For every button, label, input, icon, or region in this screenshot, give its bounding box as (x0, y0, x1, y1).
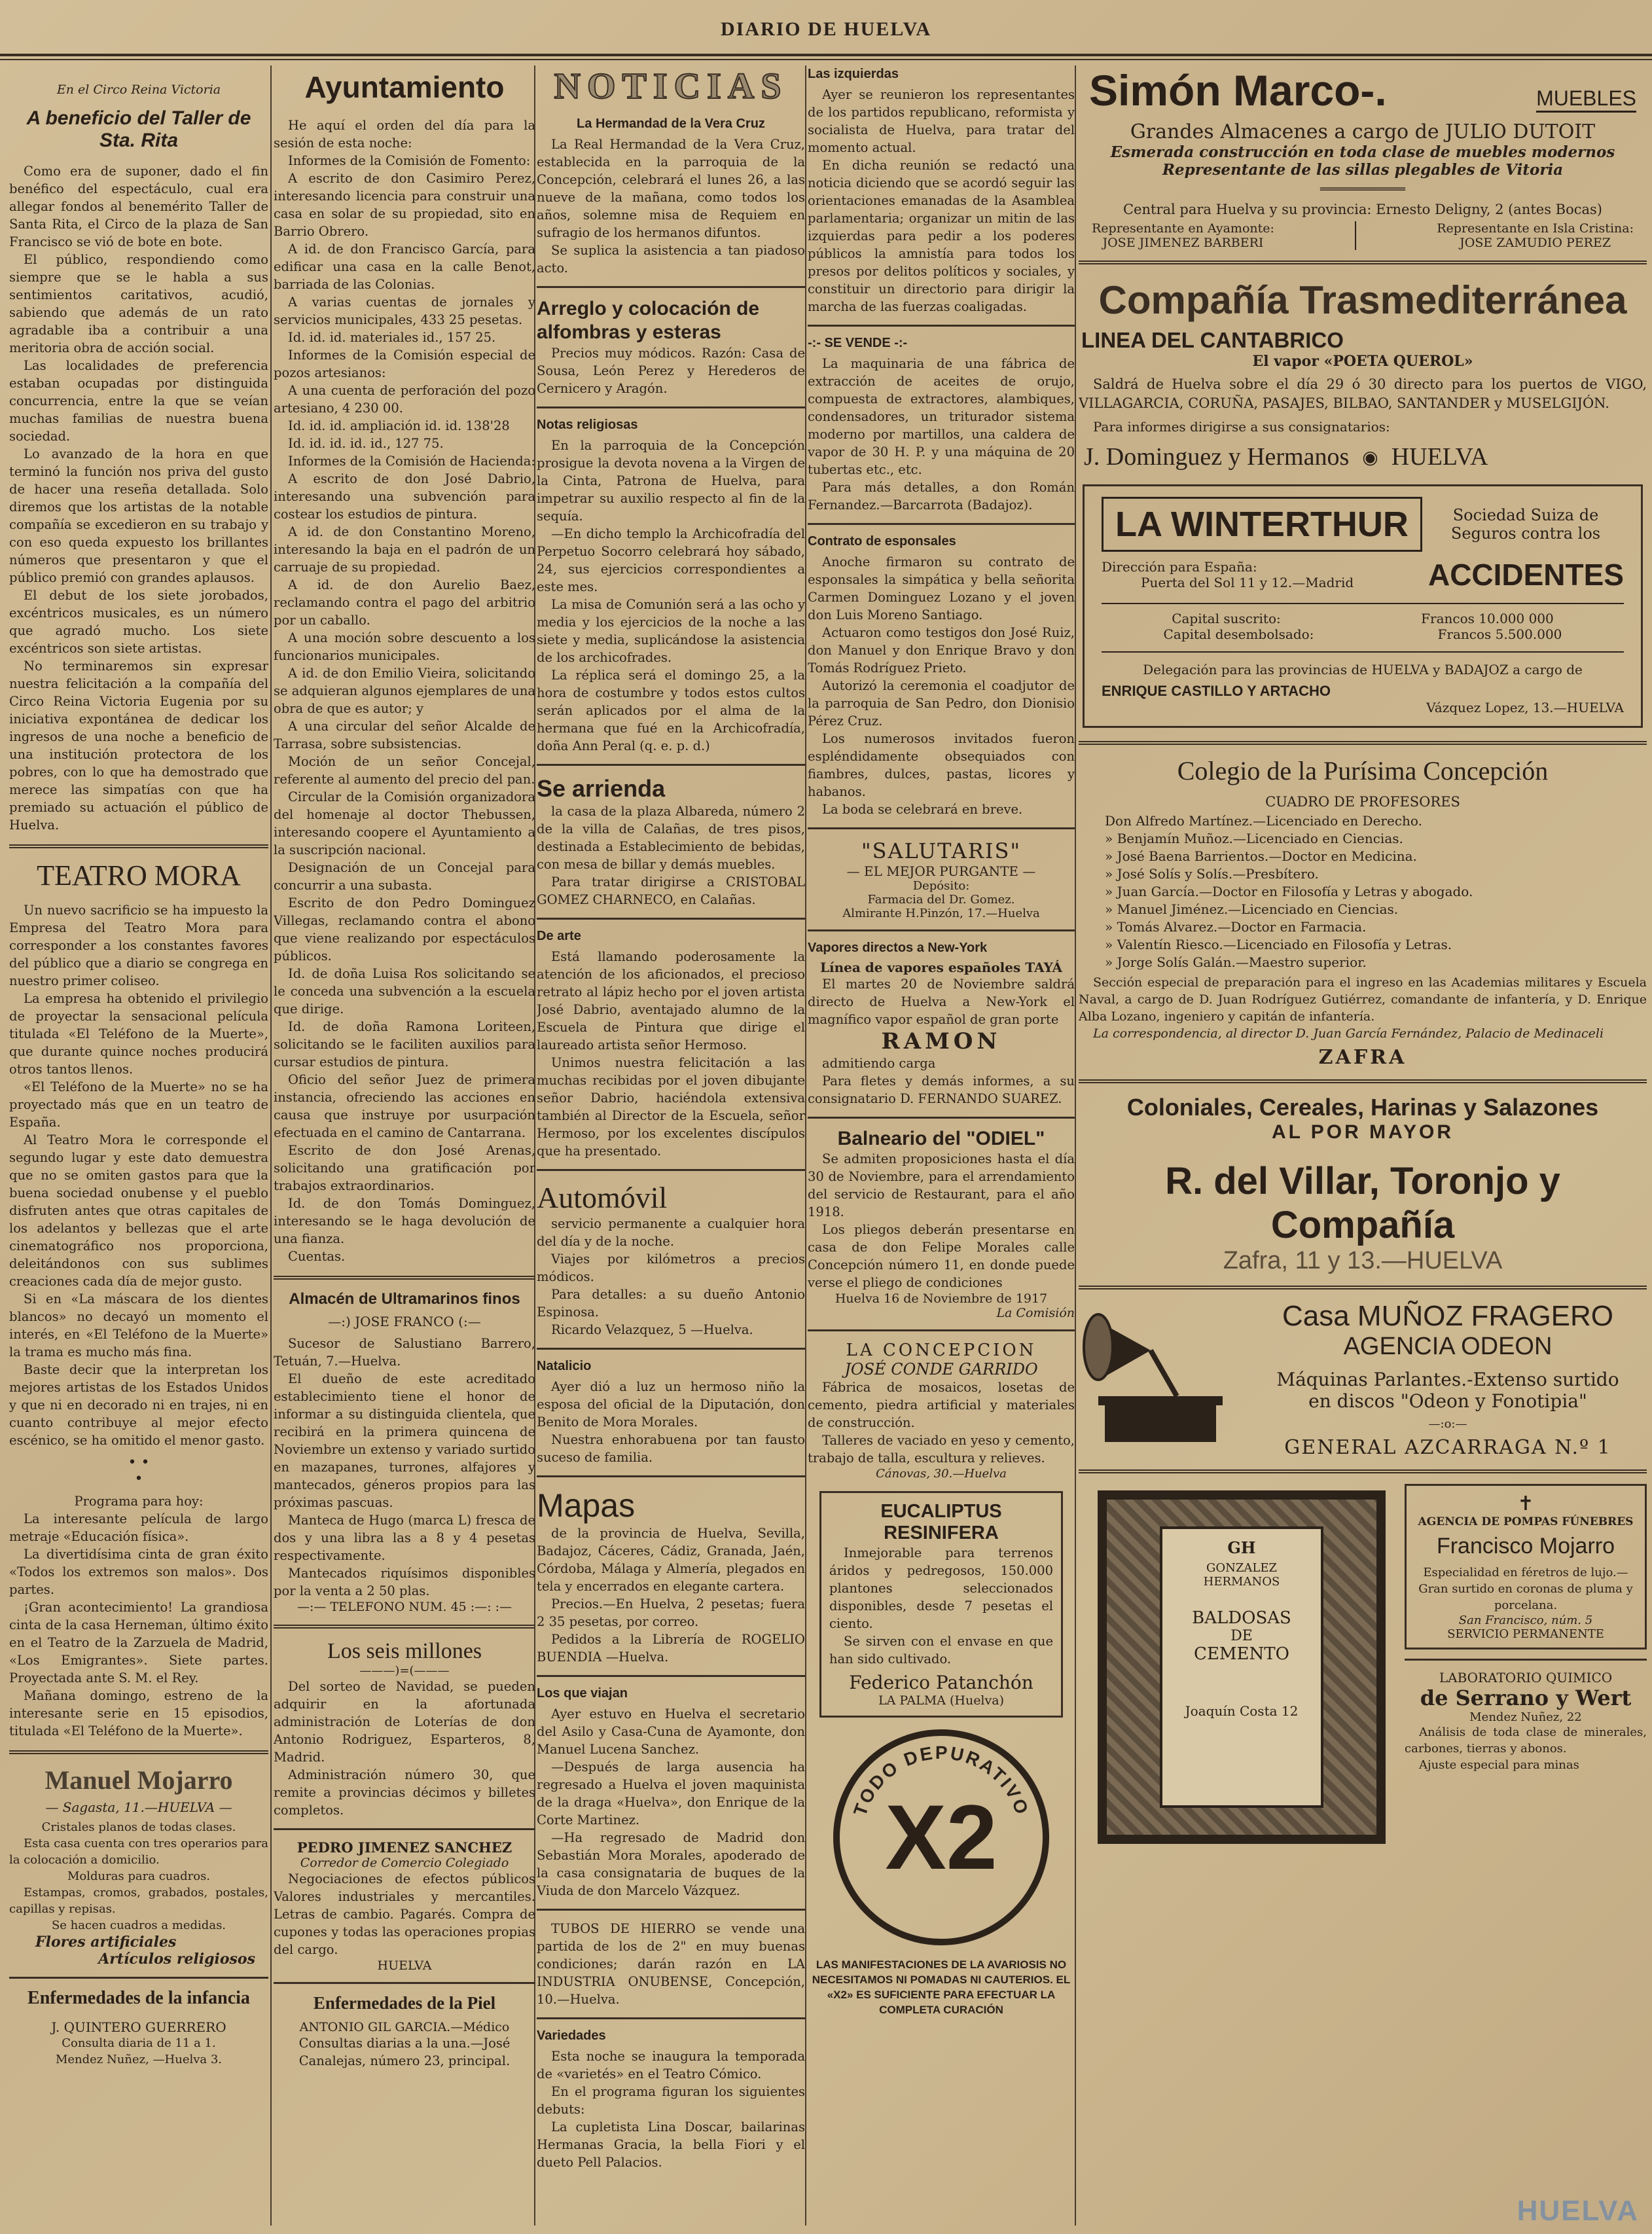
paragraph: Se suplica la asistencia a tan piadoso acto. (537, 243, 805, 276)
paragraph: Mantecados riquísimos disponibles por la venta a 2 50 plas. (274, 1566, 535, 1598)
professor-item: Don Alfredo Martínez.—Licenciado en Derecho. (1105, 813, 1422, 829)
divider (1405, 1659, 1647, 1661)
divider (274, 1828, 535, 1830)
paragraph: Oficio del señor Juez de primera instancia, ofreciendo las acciones en causa que instruye por usurpación efectuada en el camino de Cantarrana. (274, 1072, 535, 1140)
funebre-addr: San Francisco, núm. 5 (1458, 1613, 1593, 1627)
villar-l1: Coloniales, Cereales, Harinas y Salazones (1126, 1094, 1599, 1121)
odiel-sign: La Comisión (996, 1306, 1075, 1320)
divider (1102, 651, 1624, 653)
paragraph: Para más detalles, a don Román Fernandez.—Barcarrota (Badajoz). (808, 480, 1075, 513)
paragraph: A id. de don Francisco García, para edificar una casa en la calle Benot, barriada de las Colonias. (274, 242, 535, 292)
noticias-title: NOTICIAS (554, 66, 788, 107)
baldosa-brand: GONZALEZ HERMANOS (1203, 1561, 1280, 1589)
text: Consulta diaria de 11 a 1. (62, 2036, 216, 2050)
text: Molduras para cuadros. (67, 1869, 211, 1883)
paragraph: Id. id. id. ampliación id. id. 138'28 (288, 418, 510, 433)
cap1-value: Francos 10.000 000 (1421, 611, 1554, 626)
salutaris-title: "SALUTARIS" (861, 838, 1022, 863)
capital-row (1102, 626, 1624, 642)
vapores-title: Vapores directos a New-York (808, 941, 988, 955)
colegio-profs (1079, 812, 1647, 971)
piel-doctor: ANTONIO GIL GARCIA.—Médico (299, 2020, 510, 2034)
professor-item: » José Baena Barrientos.—Doctor en Medicina. (1105, 848, 1417, 864)
rep-divider (1355, 221, 1356, 250)
svg-text:TODO DEPURATIVO (850, 1742, 1033, 1818)
paragraph: La interesante película de largo metraje «Educación física». (9, 1511, 268, 1544)
paragraph: «El Teléfono de la Muerte» no se ha proyectado más que en un teatro de España. (9, 1079, 268, 1130)
paragraph: Análisis de toda clase de minerales, carbones, tierras y abonos. (1405, 1725, 1647, 1756)
ornament: GH (1227, 1538, 1256, 1557)
ornament: • • • (128, 1454, 150, 1487)
funebre-ad (1405, 1484, 1647, 1649)
ornament: ———)=(——— (359, 1664, 450, 1678)
paragraph: La cupletista Lina Doscar, bailarinas Hermanas Gracia, la bella Fiori y el dueto Pell Palacios. (537, 2119, 805, 2170)
column-divider (805, 65, 806, 2225)
paragraph: A una moción sobre descuento a los funcionarios municipales. (274, 630, 535, 663)
paragraph: de la provincia de Huelva, Sevilla, Badajoz, Cáceres, Cádiz, Granada, Jaén, Córdoba, Málaga y Almería, plegados en tela y encerrados en elegante cartera. (537, 1526, 805, 1594)
capital-row (1102, 611, 1624, 626)
trasmed-line: LINEA DEL CANTABRICO (1081, 328, 1344, 352)
paragraph: Escrito de don José Arenas, solicitando una gratificación por trabajos extraordinarios. (274, 1143, 535, 1193)
simon-rep2-label: Representante en Isla Cristina: (1437, 221, 1634, 236)
munoz-l1: Casa MUÑOZ FRAGERO (1282, 1300, 1614, 1332)
paragraph: La empresa ha obtenido el privilegio de proyectar la sensacional película titulada «El Teléfono de la Muerte», que durante quince noches producirá otros tantos llenos. (9, 991, 268, 1077)
paragraph: Los numerosos invitados fueron espléndidamente obsequiados con fiambres, dulces, pastas, licores y habanos. (808, 731, 1075, 799)
villar-l2: AL POR MAYOR (1271, 1121, 1454, 1143)
gramophone-icon (1079, 1305, 1249, 1455)
paragraph: Inmejorable para terrenos áridos y pedregosos, 150.000 plantones seleccionados disponibles, desde 7 pesetas el ciento. (829, 1545, 1053, 1631)
paragraph: La misa de Comunión será a las ocho y media y los ejercicios de la noche a las siete y media, suplicándose la asistencia de los archicofrades. (537, 597, 805, 665)
paragraph: A escrito de don Casimiro Perez, interesando licencia para construir una casa en solar de su propiedad, sito en Barrio Obrero. (274, 171, 535, 239)
villar-title: R. del Villar, Toronjo y Compañía (1165, 1160, 1560, 1246)
paragraph: Informes de la Comisión de Hacienda: (288, 454, 535, 469)
colegio-sub: CUADRO DE PROFESORES (1265, 794, 1460, 810)
programa-title: Programa para hoy: (74, 1494, 204, 1509)
right-ads (1405, 1484, 1647, 1850)
paragraph: admitiendo carga (822, 1056, 936, 1071)
munoz-l4: en discos "Odeon y Fonotipia" (1308, 1390, 1587, 1412)
simon-l2: Esmerada construcción en toda clase de muebles modernos (1110, 143, 1615, 161)
paragraph: Ricardo Velazquez, 5 —Huelva. (551, 1322, 753, 1337)
izquierdas-title: Las izquierdas (808, 67, 899, 81)
paragraph: Sucesor de Salustiano Barrero, Tetuán, 7.—Huelva. (274, 1336, 535, 1369)
arreglo-title: Arreglo y colocación de alfombras y esteras (537, 298, 760, 343)
x2-ring-text: TODO DEPURATIVO (850, 1742, 1033, 1819)
trasmed-cons: J. Dominguez y Hermanos (1084, 443, 1350, 471)
piel-title: Enfermedades de la Piel (313, 1993, 496, 2013)
lab-addr: Mendez Nuñez, 22 (1469, 1710, 1582, 1724)
column-divider (270, 65, 272, 2225)
column-4 (808, 65, 1075, 2225)
paragraph: Como era de suponer, dado el fin benéfico del espectáculo, cual era allegar fondos al benemérito Taller de Santa Rita, el Circo de la plaza de San Francisco se vió de bote en bote. (9, 164, 268, 249)
paragraph: Unimos nuestra felicitación a las muchas recibidas por el joven dibujante señor Dabrio, haciéndola extensiva también al Director de la Escuela, señor Hermoso, por los excelentes discípulos que ha presentado. (537, 1055, 805, 1159)
paragraph: La Real Hermandad de la Vera Cruz, establecida en la parroquia de la Concepción, celebrará el lunes 26, a las nueve de la mañana, como todos los años, solemne misa de Requiem en sufragio de los hermanos difuntos. (537, 137, 805, 240)
paragraph: Autorizó la ceremonia el coadjutor de la parroquia de San Pedro, don Dionisio Pérez Cruz. (808, 678, 1075, 729)
divider (537, 918, 805, 920)
paragraph: El debut de los siete jorobados, excéntricos musicales, es un número que agradó mucho. Los siete excéntricos son siete artistas. (9, 588, 268, 656)
bottom-ads (1079, 1484, 1647, 1850)
natalicio-title: Natalicio (537, 1359, 592, 1373)
concepcion-addr: Cánovas, 30.—Huelva (876, 1467, 1007, 1481)
baldosa-l2: DE (1230, 1628, 1253, 1644)
salutaris-sub: — EL MEJOR PURGANTE — (846, 863, 1036, 879)
paragraph: A id. de don Emilio Vieira, solicitando se adquieran algunos ejemplares de una obra de que es autor; y (274, 666, 535, 716)
paragraph: Informes de la Comisión de Fomento: (288, 153, 531, 168)
winterthur-addr: Vázquez Lopez, 13.—HUELVA (1426, 700, 1624, 715)
paragraph: Sección especial de preparación para el ingreso en las Academias militares y Escuela Naval, a cargo de D. Juan Rodríguez Gutiérrez, comandante de infantería, y D. Enrique Alba Lozano, ingeniero y capitán de infantería. (1079, 975, 1647, 1024)
divider (9, 844, 268, 848)
trasmed-cons-row (1084, 442, 1647, 471)
paragraph: Un nuevo sacrificio se ha impuesto la Empresa del Teatro Mora para corresponder a los constantes favores del público que a diario se congrega en nuestro primer coliseo. (9, 903, 268, 988)
divider (808, 929, 1075, 931)
divider (537, 1348, 805, 1350)
winterthur-title: LA WINTERTHUR (1102, 497, 1422, 552)
salutaris-l1: Farmacia del Dr. Gomez. (867, 893, 1015, 907)
munoz-l2: AGENCIA ODEON (1343, 1333, 1553, 1360)
top-rule (0, 54, 1652, 60)
x2-ring-icon (836, 1733, 1046, 1942)
paragraph: He aquí el orden del día para la sesión de esta noche: (274, 118, 535, 151)
paragraph: Está llamando poderosamente la atención de los aficionados, el precioso retrato al lápiz hecho por el joven artista José Dabrio, aventajado alumno de la Escuela de Pintura que dirige el laureado artista señor Hermoso. (537, 949, 805, 1053)
text: Esta casa cuenta con tres operarios para la colocación a domicilio. (9, 1837, 268, 1867)
winterthur-acc: ACCIDENTES (1428, 558, 1624, 592)
infancia-title: Enfermedades de la infancia (27, 1988, 250, 2008)
funebre-name: Francisco Mojarro (1436, 1534, 1615, 1558)
professor-item: » José Solís y Solís.—Presbítero. (1105, 866, 1319, 882)
paragraph: Moción de un señor Concejal, referente al aumento del precio del pan. (274, 754, 535, 787)
paragraph: Para detalles: a su dueño Antonio Espinosa. (537, 1287, 805, 1320)
divider (808, 523, 1075, 525)
baldosa-addr: Joaquín Costa 12 (1185, 1703, 1299, 1719)
paragraph: Administración número 30, que remite a provincias décimos y billetes completos. (274, 1767, 535, 1818)
x2-stamp (833, 1729, 1049, 1945)
divider (274, 1625, 535, 1629)
concepcion-owner: JOSÉ CONDE GARRIDO (844, 1360, 1038, 1378)
trasmed-city: HUELVA (1391, 443, 1488, 471)
divider (1079, 741, 1647, 745)
simon-reps (1079, 217, 1647, 250)
paragraph: La divertidísima cinta de gran éxito «Todos los extremos son malos». Dos partes. (9, 1547, 268, 1597)
simon-l3: Representante de las sillas plegables de Vitoria (1162, 161, 1564, 179)
text: Flores artificiales (35, 1934, 177, 1951)
ultramarinos-sub: —:) JOSE FRANCO (:— (328, 1314, 481, 1329)
paragraph: servicio permanente a cualquier hora del día y de la noche. (537, 1216, 805, 1249)
paragraph: Se admiten proposiciones hasta el día 30 de Noviembre, para el arrendamiento del servicio de Restaurant, para el año 1918. (808, 1151, 1075, 1219)
text: Estampas, cromos, grabados, postales, capillas y repisas. (9, 1886, 268, 1916)
baldosa-panel (1160, 1526, 1323, 1808)
paragraph: ¡Gran acontecimiento! La grandiosa cinta de la casa Herneman, último éxito en el Teatro de la Zarzuela de Madrid, «Los Emigrantes». Siete partes. Proyectada ante S. M. el Rey. (9, 1600, 268, 1685)
paragraph: El público, respondiendo como siempre que se le habla a sus sentimientos caritativos, acudió, sabiendo que además de un rato agradable iba a contribuir a una meritoria obra de acción social. (9, 252, 268, 355)
divider (1079, 1079, 1647, 1083)
eucaliptus-ad (819, 1491, 1063, 1718)
divider (1079, 1469, 1647, 1473)
paragraph: Se sirven con el envase en que han sido cultivado. (829, 1634, 1053, 1666)
mojarro-address: — Sagasta, 11.—HUELVA — (45, 1799, 232, 1815)
paragraph: En la parroquia de la Concepción prosigue la devota novena a la Virgen de la Cinta, Patrona de Huelva, para impetrar su auxilio respecto al fin de la sequía. (537, 438, 805, 524)
divider (537, 1169, 805, 1171)
paragraph: En el programa figuran los siguientes debuts: (537, 2084, 805, 2117)
paragraph: Precios muy módicos. Razón: Casa de Sousa, León Perez y Herederos de Cernicero y Aragón. (537, 346, 805, 396)
eucaliptus-city: LA PALMA (Huelva) (878, 1693, 1004, 1708)
vapores-sub: Línea de vapores españoles TAYÁ (819, 960, 1063, 975)
simon-title: Simón Marco-. (1089, 66, 1387, 115)
variedades-title: Variedades (537, 2028, 606, 2043)
paragraph: Las localidades de preferencia estaban ocupadas por distinguida concurrencia, entre la que se veían muchas familias de nuestra buena sociedad. (9, 358, 268, 444)
trasmed-title: Compañía Trasmediterránea (1098, 278, 1627, 322)
concepcion-title: LA CONCEPCION (846, 1341, 1037, 1360)
paragraph: TUBOS DE HIERRO se vende una partida de los de 2" en muy buenas condiciones; darán razón en LA INDUSTRIA ONUBENSE, Concepción, 10.—Huelva. (537, 1921, 805, 2007)
colegio-city: ZAFRA (1318, 1046, 1407, 1069)
paragraph: Para informes dirigirse a sus consignatarios: (1093, 419, 1390, 435)
simon-rep2 (1437, 221, 1634, 250)
text: Cristales planos de todas clases. (41, 1820, 236, 1834)
paragraph: Cuentas. (288, 1249, 346, 1264)
paragraph: Nuestra enhorabuena por tan fausto suceso de familia. (537, 1432, 805, 1465)
winterthur-row (1102, 557, 1624, 592)
lab-name: de Serrano y Wert (1420, 1685, 1632, 1710)
professor-item: » Juan García.—Doctor en Filosofía y Letras y abogado. (1105, 884, 1473, 899)
paragraph: Ajuste especial para minas (1419, 1758, 1579, 1772)
cap1-label: Capital suscrito: (1172, 611, 1281, 626)
vende-title: -:- SE VENDE -:- (808, 336, 908, 350)
professor-item: » Manuel Jiménez.—Licenciado en Ciencias. (1105, 901, 1399, 917)
simon-rep1-name: JOSE JIMENEZ BARBERI (1102, 236, 1264, 250)
paragraph: Mañana domingo, estreno de la interesante serie en 15 episodios, titulada «El Teléfono de la Muerte». (9, 1688, 268, 1739)
paragraph: A id. de don Constantino Moreno, interesando la baja en el padrón de un carruaje de su propiedad. (274, 524, 535, 575)
masthead: DIARIO DE HUELVA (720, 18, 932, 40)
baldosa-l1: BALDOSAS (1192, 1608, 1291, 1628)
salutaris-dep: Depósito: (912, 879, 970, 893)
pedro-city: HUELVA (377, 1958, 432, 1973)
paragraph: Esta noche se inaugura la temporada de «varietés» en el Teatro Cómico. (537, 2049, 805, 2081)
professor-item: » Tomás Alvarez.—Doctor en Farmacia. (1105, 919, 1367, 935)
divider (808, 827, 1075, 829)
paragraph: Negociaciones de efectos públicos Valores industriales y mercantiles. Letras de cambio. Pagarés. Compra de cupones y todas las operaciones propias del cargo. (274, 1871, 535, 1957)
paragraph: Id. de don Tomás Dominguez, interesando se le haga devolución de una fianza. (274, 1196, 535, 1246)
simon-tag: MUEBLES (1536, 86, 1636, 113)
paragraph: Designación de un Concejal para concurrir a una subasta. (274, 860, 535, 893)
divider (537, 1675, 805, 1677)
professor-item: » Valentín Riesco.—Licenciado en Filosofía y Letras. (1105, 937, 1452, 952)
villar-addr: Zafra, 11 y 13.—HUELVA (1223, 1247, 1503, 1274)
paragraph: Del sorteo de Navidad, se pueden adquirir en la afortunada administración de Loterías de don Antonio Rodriguez, Esparteros, 8, Madrid. (274, 1679, 535, 1765)
paragraph: El dueño de este acreditado establecimiento tiene el honor de informar a su distinguida clientela, que recibirá en la primera quincena de Noviembre un extenso y variado surtido en mazapanes, turrones, alfajores y mantecados, géneros propios para las próximas pascuas. (274, 1371, 535, 1510)
simon-l1: Grandes Almacenes a cargo de JULIO DUTOIT (1130, 120, 1596, 143)
paragraph: Talleres de vaciado en yeso y cemento, trabajo de talla, escultura y relieves. (808, 1433, 1075, 1466)
paragraph: Consultas diarias a la una.—José Canalejas, número 23, principal. (298, 2036, 511, 2068)
divider (1102, 603, 1624, 604)
paragraph: Fábrica de mosaicos, losetas de cemento, piedra artificial y materiales de construcción. (808, 1380, 1075, 1430)
millones-title: Los seis millones (327, 1639, 482, 1663)
paragraph: Pedidos a la Librería de ROGELIO BUENDIA —Huelva. (537, 1632, 805, 1665)
paragraph: Escrito de don Pedro Dominguez Villegas, reclamando contra el abono que viene realizando por espectáculos públicos. (274, 895, 535, 964)
x2-text: LAS MANIFESTACIONES DE LA AVARIOSIS NO NECESITAMOS NI POMADAS NI CAUTERIOS. EL «X2» ES SUFICIENTE PARA EFECTUAR LA COMPLETA CURACIÓN (812, 1958, 1071, 2016)
paragraph: A una circular del señor Alcalde de Tarrasa, sobre subsistencias. (274, 719, 535, 751)
column-divider (1075, 65, 1076, 2225)
winterthur-dir-block (1102, 559, 1354, 590)
winterthur-agent: ENRIQUE CASTILLO Y ARTACHO (1102, 683, 1331, 699)
simon-rep2-name: JOSE ZAMUDIO PEREZ (1460, 236, 1611, 250)
cross-icon: ✝ (1517, 1492, 1534, 1515)
x2-mark: X2 (885, 1786, 997, 1888)
paragraph: Al Teatro Mora le corresponde el segundo lugar y este dato demuestra que no se omiten gastos para que la buena sociedad onubense y el pueblo disfruten antes que otras capitales de los adelantos y bellezas que el arte cinematográfico nos proporciona, deleitándonos con sus sublimes creaciones cada día de mejor gusto. (9, 1132, 268, 1289)
pedro-name: PEDRO JIMENEZ SANCHEZ (296, 1839, 512, 1856)
paragraph: Saldrá de Huelva sobre el día 29 ó 30 directo para los puertos de VIGO, VILLAGARCIA, CORUÑA, PASAJES, BILBAO, SANTANDER y MUSELGIJÓN. (1079, 376, 1647, 411)
simon-header (1079, 65, 1647, 115)
paragraph: A varias cuentas de jornales y servicios municipales, 433 25 pesetas. (274, 295, 535, 327)
esponsales-title: Contrato de esponsales (808, 534, 956, 549)
paragraph: No terminaremos sin expresar nuestra felicitación a la compañía del Circo Reina Victoria Eugenia por su iniciativa expontánea de dedicar los ingresos de una noche a beneficio de una institución protectora de los pobres, con lo que ha demostrado que merece las simpatías con que ha premiado su actuación el público de Huelva. (9, 658, 268, 833)
divider (1079, 261, 1647, 264)
colegio-title: Colegio de la Purísima Concepción (1177, 756, 1549, 785)
divider (808, 1117, 1075, 1119)
baldosa-ad (1098, 1490, 1386, 1844)
baldosa-l3: CEMENTO (1194, 1644, 1289, 1664)
ornament: ════════════ (1320, 183, 1406, 196)
paragraph: Circular de la Comisión organizadora del homenaje al doctor Thebussen, interesando coopere el Ayuntamiento a la suscripción nacional. (274, 789, 535, 857)
simon-rep1 (1092, 221, 1274, 250)
religiosas-title: Notas religiosas (537, 418, 638, 432)
professor-item: » Benjamín Muñoz.—Licenciado en Ciencias. (1105, 831, 1403, 846)
divider (537, 1909, 805, 1911)
paragraph: —En dicho templo la Archicofradía del Perpetuo Socorro celebrará hoy sábado, 24, sus ejercicios correspondientes a este mes. (537, 526, 805, 594)
divider (9, 1977, 268, 1979)
paragraph: El martes 20 de Noviembre saldrá directo de Huelva a New-York el magnífico vapor español de gran porte (808, 977, 1075, 1027)
divider (808, 1329, 1075, 1331)
paragraph: La correspondencia, al director D. Juan García Fernández, Palacio de Medinaceli (1093, 1026, 1604, 1041)
odiel-title: Balneario del "ODIEL" (837, 1128, 1045, 1149)
vapores-ship: RAMON (881, 1028, 1001, 1054)
paragraph: Viajes por kilómetros a precios módicos. (537, 1252, 805, 1284)
mojarro-name: Manuel Mojarro (45, 1765, 233, 1795)
text: Artículos religiosos (98, 1951, 255, 1968)
paragraph: A escrito de don José Dabrio, interesando una subvención para costear los estudios de pintura. (274, 471, 535, 522)
paragraph: Actuaron como testigos don José Ruiz, don Manuel y don Enrique Bravo y don Tomás Rodríguez Prieto. (808, 625, 1075, 676)
text: Se hacen cuadros a medidas. (51, 1919, 226, 1932)
column-2 (274, 65, 535, 2225)
paragraph: Id. id. id. materiales id., 157 25. (288, 330, 496, 345)
paragraph: La boda se celebrará en breve. (822, 802, 1023, 817)
paragraph: En dicha reunión se redactó una noticia diciendo que se acordó seguir las orientaciones emanadas de la Asamblea parlamentaria; organizar un mitin de las izquierdas para pedir a los poderes públicos la amnistía para todos los presos por delitos políticos y sociales, y constituir un directorio para dirigir la marcha de las fuerzas coaligadas. (808, 158, 1075, 314)
automovil-title: Automóvil (537, 1181, 668, 1214)
pedro-role: Corredor de Comercio Colegiado (300, 1856, 509, 1870)
paragraph: —Después de larga ausencia ha regresado a Huelva el joven maquinista de la draga «Huelva», don Enrique de la Corte Martinez. (537, 1759, 805, 1828)
paragraph: Informes de la Comisión especial de pozos artesianos: (274, 348, 535, 380)
circo-title: A beneficio del Taller de Sta. Rita (26, 107, 251, 151)
divider (537, 764, 805, 766)
watermark: HUELVA (1517, 2195, 1639, 2227)
paragraph: Id. de doña Luisa Ros solicitando se le conceda una subvención a la escuela que dirige. (274, 966, 535, 1017)
ultramarinos-tel: —:— TELEFONO NUM. 45 :—: :— (296, 1600, 512, 1614)
winterthur-desc: Sociedad Suiza de Seguros contra los (1450, 506, 1601, 543)
paragraph: A id. de don Aurelio Baez, reclamando contra el pago del arbitrio por un caballo. (274, 577, 535, 628)
funebre-serv: SERVICIO PERMANENTE (1447, 1627, 1604, 1641)
eucaliptus-title: EUCALIPTUS RESINIFERA (880, 1501, 1002, 1543)
mapas-title: Mapas (537, 1487, 636, 1524)
divider (274, 1982, 535, 1984)
divider (537, 2017, 805, 2019)
simon-rep1-label: Representante en Ayamonte: (1092, 221, 1274, 236)
infancia-doctor: J. QUINTERO GUERRERO (51, 2019, 226, 2035)
paragraph: Si en «La máscara de los dientes blancos» no decayó un momento el interés, en «El Teléfono de la Muerte» la trama es mucho más fina. (9, 1291, 268, 1360)
divider (537, 406, 805, 408)
ultramarinos-title: Almacén de Ultramarinos finos (289, 1290, 520, 1308)
divider (808, 325, 1075, 327)
salutaris-l2: Almirante H.Pinzón, 17.—Huelva (842, 907, 1040, 920)
paragraph: La maquinaria de una fábrica de extracción de aceites de orujo, compuesta de extractores, alambiques, condensadores, un triturador sistema moderno por martillos, una caldera de vapor de 30 H. P. y una máquina de 20 tubertas etc., etc. (808, 356, 1075, 477)
lab-title: LABORATORIO QUIMICO (1439, 1670, 1613, 1685)
paragraph: Ayer estuvo en Huelva el secretario del Asilo y Casa-Cuna de Ayamonte, don Manuel Lucena Sanchez. (537, 1706, 805, 1757)
column-3 (537, 65, 805, 2225)
munoz-text (1249, 1300, 1647, 1459)
paragraph: La réplica será el domingo 25, a la hora de costumbre y todos estos cultos serán aplicados por el alma de la hermana que fué en la Archicofradía, doña Ann Peral (q. e. p. d.) (537, 668, 805, 753)
cap2-label: Capital desembolsado: (1163, 626, 1314, 642)
odiel-date: Huelva 16 de Noviembre de 1917 (835, 1291, 1048, 1306)
divider (274, 1276, 535, 1280)
simon-central: Central para Huelva y su provincia: Ernesto Deligny, 2 (antes Bocas) (1122, 202, 1602, 217)
column-1 (9, 65, 268, 2225)
divider (537, 1475, 805, 1477)
divider (1079, 1286, 1647, 1289)
professor-item: » Jorge Solís Galán.—Maestro superior. (1105, 954, 1367, 970)
paragraph: Ayer se reunieron los representantes de los partidos republicano, reformista y socialista de Huelva, para tratar del momento actual. (808, 87, 1075, 155)
paragraph: Precios.—En Huelva, 2 pesetas; fuera 2 35 pesetas, por correo. (537, 1596, 805, 1629)
arrienda-title: Se arrienda (537, 775, 666, 802)
winterthur-dir-label: Dirección para España: (1102, 559, 1257, 575)
trasmed-ship: El vapor «POETA QUEROL» (1252, 353, 1473, 370)
winterthur-dir: Puerta del Sol 11 y 12.—Madrid (1141, 575, 1354, 590)
winterthur-ad (1083, 484, 1643, 728)
paragraph: Especialidad en féretros de lujo.—Gran surtido en coronas de pluma y porcelana. (1418, 1566, 1633, 1612)
munoz-addr: GENERAL AZCARRAGA N.º 1 (1284, 1436, 1611, 1459)
winterthur-deleg: Delegación para las provincias de HUELVA y BADAJOZ a cargo de (1143, 662, 1583, 677)
paragraph: la casa de la plaza Albareda, número 2 de la villa de Calañas, de tres pisos, destinada a Establecimiento de bebidas, con mesa de billar y demás muebles. (537, 804, 805, 872)
paragraph: Para fletes y demás informes, a su consignatario D. FERNANDO SUAREZ. (808, 1073, 1075, 1106)
munoz-l3: Máquinas Parlantes.-Extenso surtido (1276, 1369, 1619, 1390)
cap2-value: Francos 5.500.000 (1437, 626, 1562, 642)
paragraph: Los pliegos deberán presentarse en casa de don Felipe Morales calle Concepción número 11, en donde puede verse el pliego de condiciones (808, 1222, 1075, 1290)
paragraph: Para tratar dirigirse a CRISTOBAL GOMEZ CHARNECO, en Calañas. (537, 874, 805, 907)
winterthur-head (1102, 497, 1624, 552)
arte-title: De arte (537, 929, 581, 943)
paragraph: Manteca de Hugo (marca L) fresca de dos y una libra las a 8 y 4 pesetas respectivamente. (274, 1513, 535, 1563)
teatro-title: TEATRO MORA (37, 859, 241, 892)
paragraph: Anoche firmaron su contrato de esponsales la simpática y bella señorita Carmen Dominguez Lozano y el joven don Luis Moreno Santiago. (808, 554, 1075, 622)
bullet-icon: ◉ (1362, 446, 1378, 468)
vera-title: La Hermandad de la Vera Cruz (577, 117, 765, 131)
paragraph: Id. id. id. id. id., 127 75. (288, 436, 444, 451)
paragraph: Id. de doña Ramona Loriteen, solicitando se le faciliten auxilios para cursar estudios de pintura. (274, 1019, 535, 1070)
munoz-ad (1079, 1300, 1647, 1459)
paragraph: Lo avanzado de la hora en que terminó la función nos priva del gusto de hacer una reseña detallada. Solo diremos que los artistas de la notable compañía se excedieron en su trabajo y con eso queda expuesto los brillantes números que presentaron y que el público premió con grandes aplausos. (9, 446, 268, 585)
ornament: —:o:— (1428, 1417, 1467, 1431)
divider (9, 1750, 268, 1754)
funebre-title: AGENCIA DE POMPAS FÚNEBRES (1418, 1515, 1634, 1528)
viajan-title: Los que viajan (537, 1686, 628, 1701)
paragraph: Ayer dió a luz un hermoso niño la esposa del oficial de la Diputación, don Benito de Mora Morales. (537, 1379, 805, 1430)
eucaliptus-name: Federico Patanchón (849, 1672, 1033, 1693)
paragraph: A una cuenta de perforación del pozo artesiano, 4 230 00. (274, 383, 535, 416)
paragraph: —Ha regresado de Madrid don Sebastián Mora Morales, apoderado de la casa consignataria de buques de la Viuda de don Marcelo Vázquez. (537, 1830, 805, 1898)
text: Mendez Nuñez, —Huelva 3. (55, 2053, 223, 2066)
divider (537, 286, 805, 288)
column-5 (1079, 65, 1647, 2225)
circo-kicker: En el Circo Reina Victoria (56, 82, 221, 97)
ayuntamiento-title: Ayuntamiento (304, 70, 505, 104)
paragraph: Baste decir que la interpretan los mejores artistas de los Estados Unidos y que ni en decorado ni en trajes, ni en cuanto contribuye al mejor efecto escénico, se ha omitido el menor gasto. (9, 1362, 268, 1448)
